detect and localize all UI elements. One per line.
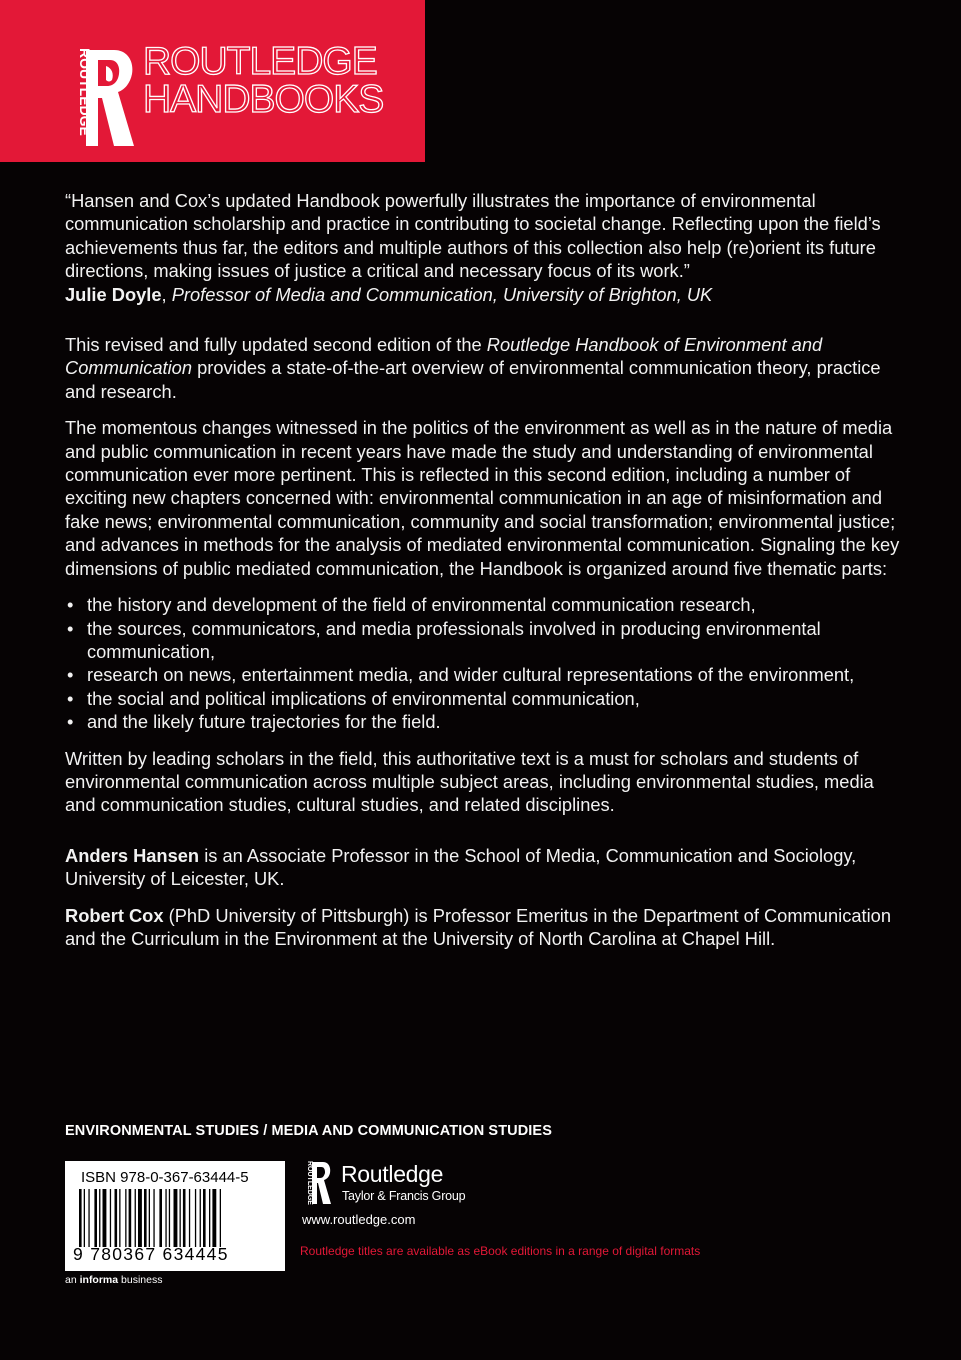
intro-after: provides a state-of-the-art overview of environmental communication theory, practice and research. [65, 357, 881, 402]
editor-name: Robert Cox [65, 904, 164, 926]
intro-book-title: Routledge Handbook of Environment and Communication [65, 334, 823, 379]
editor-bio-text: (PhD University of Pittsburgh) is Professor Emeritus in the Department of Communication and the Curriculum in the Environment at the University of North Carolina at Chapel Hill. [65, 904, 891, 949]
barcode-bar [88, 1189, 89, 1247]
barcode-bar [99, 1189, 100, 1247]
editor-bio-cox [65, 904, 905, 951]
barcode-bar [115, 1189, 118, 1247]
barcode-bar [169, 1189, 170, 1247]
thematic-parts-list [65, 593, 905, 733]
list-item: • research on news, entertainment media, and wider cultural representations of the environment, [65, 663, 905, 686]
barcode-bar [165, 1189, 166, 1247]
intro-paragraph [65, 333, 905, 403]
list-item: • the history and development of the field of environmental communication research, [65, 593, 905, 616]
barcode-digits: 9 780367 634445 [73, 1244, 229, 1264]
informa-prefix: an [65, 1274, 80, 1286]
back-cover-text [65, 189, 905, 963]
barcode-bar [212, 1189, 216, 1247]
mark-vertical-text: ROUTLEDGE [306, 1161, 313, 1205]
barcode-bar [189, 1189, 190, 1247]
editor-name: Anders Hansen [65, 844, 200, 866]
barcode-bar [110, 1189, 111, 1247]
barcode-bar [159, 1189, 162, 1247]
informa-suffix: business [118, 1274, 163, 1286]
quote-text: “Hansen and Cox’s updated Handbook powerfully illustrates the importance of environmental communication scholarship and practice in contributing to societal change. Reflecting upon the field’s achievements thus far, the editors and multiple authors of this collection also help (re)orient its future directions, making issues of justice a critical and necessary focus of its work.” [65, 190, 881, 282]
audience-paragraph: Written by leading scholars in the field, this authoritative text is a must for scholars and students of environmental communication across multiple subject areas, including environmental studies, media and communication studies, cultural studies, and related disciplines. [65, 747, 874, 816]
quote-attribution [65, 284, 712, 305]
editor-bio-hansen [65, 844, 905, 891]
description-paragraph: The momentous changes witnessed in the politics of the environment as well as in the nature of media and public communication in recent years have made the study and understanding of environmental communication ever more pertinent. This is reflected in this second edition, including a number of exciting new chapters concerned with: environmental communication in an age of misinformation and fake news; environmental communication, community and social transformation; environmental justice; and advances in methods for the analysis of mediated environmental communication. Signaling the key dimensions of public mediated communication, the Handbook is organized around five thematic parts: [65, 417, 900, 579]
barcode-bar [174, 1189, 178, 1247]
series-title [143, 40, 384, 121]
barcode-bar [135, 1189, 136, 1247]
logo-vertical-text: ROUTLEDGE [77, 48, 93, 136]
endorsement-quote [65, 189, 905, 306]
list-item: • and the likely future trajectories for the field. [65, 710, 905, 733]
ebook-note: Routledge titles are available as eBook editions in a range of digital formats [300, 1244, 701, 1258]
barcode-bar [129, 1189, 132, 1247]
publisher-name: Routledge [341, 1161, 444, 1187]
barcode-bar [125, 1189, 126, 1247]
barcode-bar [220, 1189, 221, 1247]
list-item: • the sources, communicators, and media professionals involved in producing environmental communication, [65, 617, 905, 664]
barcode-bar [103, 1189, 107, 1247]
barcode-bar [203, 1189, 206, 1247]
barcode-bar [84, 1189, 85, 1247]
list-item: • the social and political implications of environmental communication, [65, 687, 905, 710]
barcode-bar [153, 1189, 154, 1247]
intro-before: This revised and fully updated second edition of the [65, 334, 487, 356]
barcode-bar [200, 1189, 201, 1247]
barcode-bar [144, 1189, 147, 1247]
series-title-line1: ROUTLEDGE [143, 40, 377, 83]
isbn-label: ISBN 978-0-367-63444-5 [81, 1169, 249, 1186]
isbn-barcode [65, 1161, 285, 1271]
barcode-bar [195, 1189, 196, 1247]
routledge-logo-icon [62, 46, 137, 150]
barcode-bar [79, 1189, 82, 1247]
barcode-bar [180, 1189, 181, 1247]
quote-separator: , [161, 283, 172, 305]
subject-category: ENVIRONMENTAL STUDIES / MEDIA AND COMMUNICATION STUDIES [65, 1123, 552, 1139]
series-title-line2: HANDBOOKS [143, 78, 384, 121]
barcode-bar [183, 1189, 186, 1247]
quote-affiliation: Professor of Media and Communication, University of Brighton, UK [171, 283, 713, 305]
barcode-bar [94, 1189, 97, 1247]
informa-tagline [65, 1274, 162, 1286]
barcode-bar [138, 1189, 142, 1247]
series-banner [0, 0, 425, 162]
barcode-icon [79, 1189, 271, 1247]
publisher-url[interactable]: www.routledge.com [302, 1212, 416, 1227]
editor-bio-text: is an Associate Professor in the School of Media, Communication and Sociology, University of Leicester, UK. [65, 844, 857, 890]
barcode-bar [149, 1189, 150, 1247]
informa-brand: informa [79, 1274, 119, 1286]
publisher-group: Taylor & Francis Group [342, 1189, 466, 1203]
routledge-mark-icon [302, 1160, 332, 1206]
barcode-bar [209, 1189, 210, 1247]
quote-author: Julie Doyle [65, 283, 162, 305]
barcode-bar [119, 1189, 120, 1247]
